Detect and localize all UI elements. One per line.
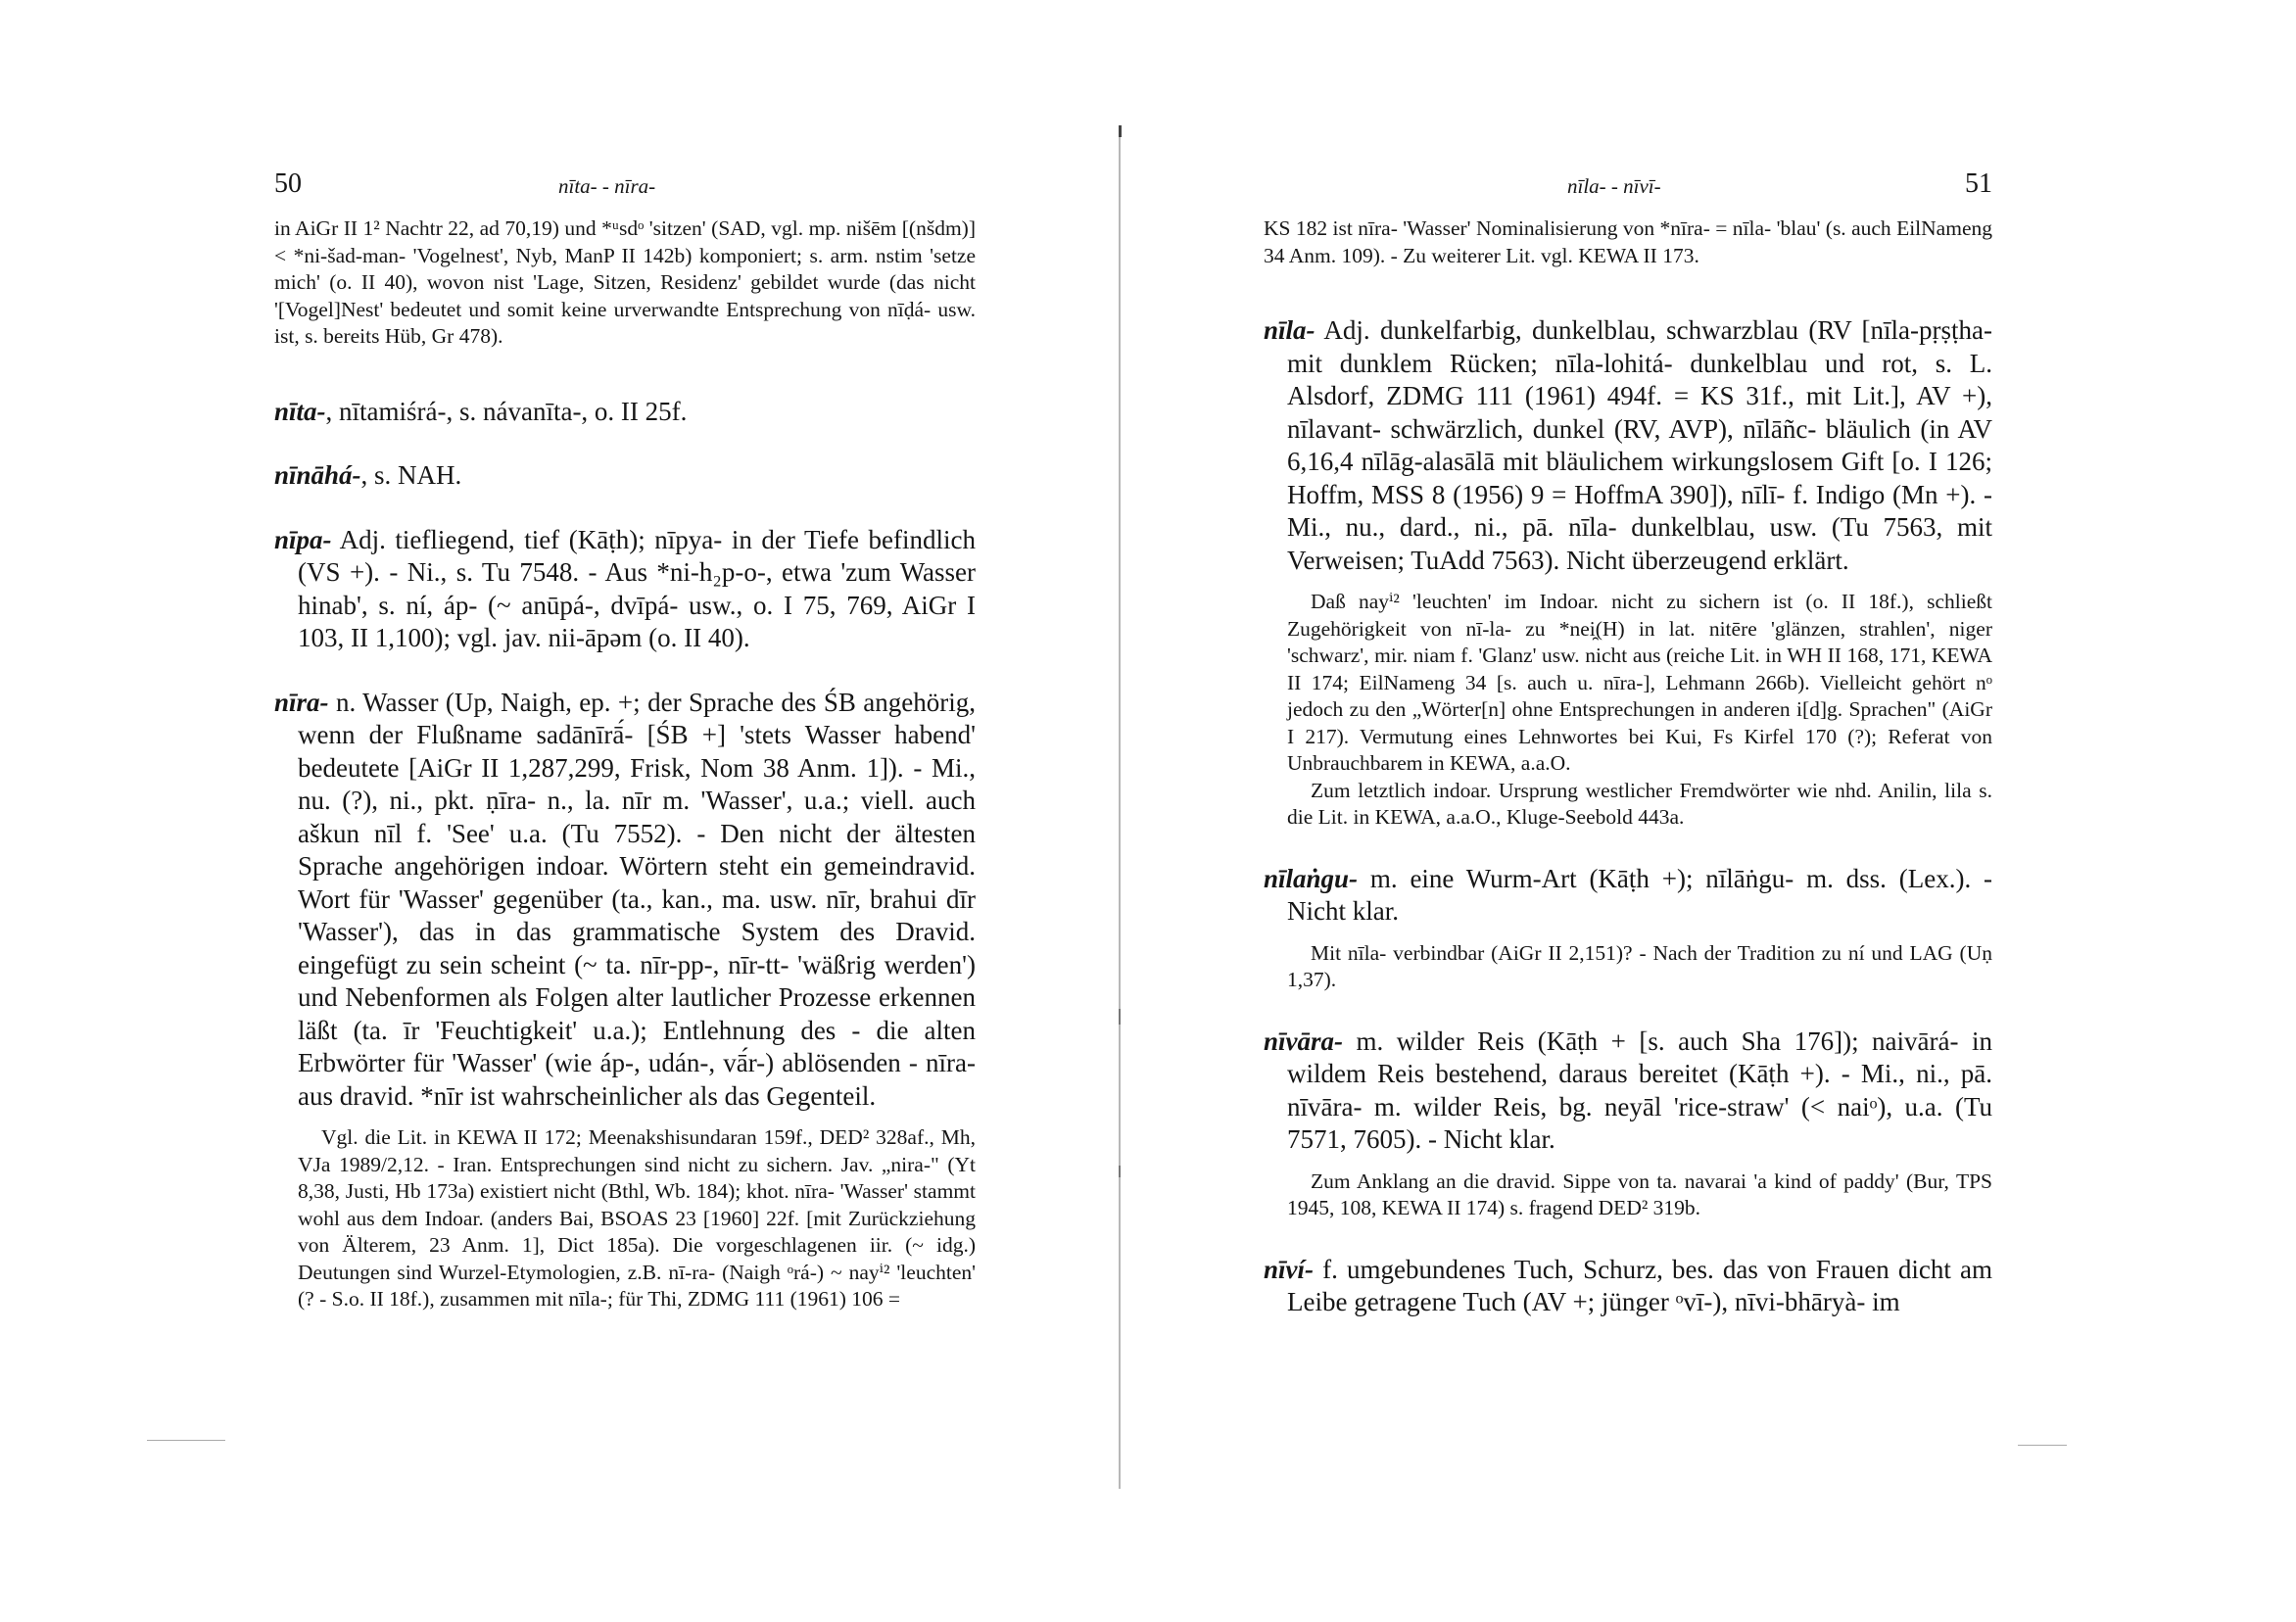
entry-nila bbox=[1264, 314, 1992, 577]
right-page-header bbox=[1264, 165, 1992, 215]
margin-mark bbox=[1119, 1166, 1121, 1177]
entry-nilangu bbox=[1264, 863, 1992, 929]
note-text: Zum letztlich indoar. Ursprung westlicher Fremdwörter wie nhd. Anilin, lila s. die Lit. in KEWA, a.a.O., Kluge-Seebold 443a. bbox=[1287, 778, 1992, 829]
lemma: nīta- bbox=[274, 396, 326, 426]
gutter-mark bbox=[1119, 125, 1122, 137]
entry-text: n. Wasser (Up, Naigh, ep. +; der Sprache des ŚB angehörig, wenn der Flußname sadānīrā́- [ŚB +] 'stets Wasser habend' bedeutete [AiGr II 1,287,299, Frisk, Nom 38 Anm. 1]). - Mi., nu. (?), ni., pkt. ṇīra- n., la. nīr m. 'Wasser', u.a.; viell. auch aškun nīl f. 'See' u.a. (Tu 7552). - Den nicht der ältesten Sprache angehörigen indoar. Wörtern steht ein gemeindravid. Wort für 'Wasser' gegenüber (ta., kan., ma. usw. nīr, brahui dīr 'Wasser'), das in das grammatische System des Dravid. eingefügt zu sein scheint (~ ta. nīr-pp-, nīr-tt- 'wäßrig werden') und Nebenformen als Folgen alter lautlicher Prozesse erkennen läßt (ta. īr 'Feuchtigkeit' u.a.); Entlehnung des - die alten Erbwörter für 'Wasser' (wie áp-, udán-, vā́r-) ablösenden - nīra- aus dravid. *nīr ist wahrscheinlicher als das Gegenteil. bbox=[298, 687, 976, 1111]
note-nira bbox=[274, 1124, 976, 1313]
note-nivara bbox=[1264, 1169, 1992, 1222]
running-head: nīta- - nīra- bbox=[558, 174, 656, 198]
running-head: nīla- - nīvī- bbox=[1567, 174, 1661, 198]
entry-nivara bbox=[1264, 1026, 1992, 1157]
note-nila bbox=[1264, 589, 1992, 832]
page-number: 51 bbox=[1965, 168, 1992, 199]
entry-text: Adj. tiefliegend, tief (Kāṭh); nīpya- in der Tiefe befindlich (VS +). - Ni., s. Tu 7548. - Aus *ni-h₂p-o-, etwa 'zum Wasser hinab', s. ní, áp- (~ anūpá-, dvīpá- usw., o. I 75, 769, AiGr I 103, II 1,100); vgl. jav. nii-āpəm (o. II 40). bbox=[298, 524, 976, 652]
note-nilangu bbox=[1264, 940, 1992, 994]
entry-text: f. umgebundenes Tuch, Schurz, bes. das von Frauen dicht am Leibe getragene Tuch (AV +; jünger ᵒvī-), nīvi-bhāryà- im bbox=[1287, 1254, 1992, 1316]
lemma: nīla- bbox=[1264, 315, 1315, 345]
left-page bbox=[274, 165, 976, 1313]
scan-smudge bbox=[2018, 1445, 2067, 1446]
entry-nira bbox=[274, 687, 976, 1114]
right-page bbox=[1264, 165, 1992, 1319]
left-page-header bbox=[274, 165, 976, 215]
note-text: Zum Anklang an die dravid. Sippe von ta. navarai 'a kind of paddy' (Bur, TPS 1945, 108, KEWA II 174) s. fragend DED² 319b. bbox=[1287, 1169, 1992, 1219]
entry-ninaha bbox=[274, 459, 976, 493]
note-text: Daß nayⁱ² 'leuchten' im Indoar. nicht zu sichern ist (o. II 18f.), schließt Zugehörigkeit von nī-la- zu *nei̯(H) in lat. nitēre 'glänzen, strahlen', niger 'schwarz', mir. niam f. 'Glanz' usw. nicht aus (reiche Lit. in WH II 168, 171, KEWA II 174; EilNameng 34 [s. auch u. nīra-], Lehmann 266b). Vielleicht gehört nᵒ jedoch zu den „Wörter[n] ohne Entsprechungen in anderen i[d]g. Sprachen" (AiGr I 217). Vermutung eines Lehnwortes bei Kui, Fs Kirfel 170 (?); Referat von Unbrauchbarem in KEWA, a.a.O. bbox=[1287, 590, 1992, 775]
lemma: nīvāra- bbox=[1264, 1026, 1343, 1056]
note-text: Mit nīla- verbindbar (AiGr II 2,151)? - Nach der Tradition zu ní und LAG (Uṇ 1,37). bbox=[1287, 940, 1992, 991]
entry-nipa bbox=[274, 524, 976, 655]
continued-paragraph: in AiGr II 1² Nachtr 22, ad 70,19) und *ᵘsdᵒ 'sitzen' (SAD, vgl. mp. nišēm [(nšdm)] < *ni-šad-man- 'Vogelnest', Nyb, ManP II 142b) komponiert; s. arm. nstim 'setze mich' (o. II 40), wovon nist 'Lage, Sitzen, Residenz' gebildet wurde (das nicht '[Vogel]Nest' bedeutet und somit keine urverwandte Entsprechung von nīḍá- usw. ist, s. bereits Hüb, Gr 478). bbox=[274, 216, 976, 348]
margin-mark bbox=[1119, 1009, 1121, 1025]
lemma: nīra- bbox=[274, 687, 329, 717]
lemma: nīpa- bbox=[274, 524, 332, 554]
entry-text: m. wilder Reis (Kāṭh + [s. auch Sha 176]); naivārá- in wildem Reis bestehend, daraus bereitet (Kāṭh +). - Mi., ni., pā. nīvāra- m. wilder Reis, bg. neyāl 'rice-straw' (< naiᵒ), u.a. (Tu 7571, 7605). - Nicht klar. bbox=[1287, 1026, 1992, 1154]
entry-text: m. eine Wurm-Art (Kāṭh +); nīlāṅgu- m. dss. (Lex.). - Nicht klar. bbox=[1287, 863, 1992, 926]
continued-paragraph: KS 182 ist nīra- 'Wasser' Nominalisierung von *nīra- = nīla- 'blau' (s. auch EilNameng 34 Anm. 109). - Zu weiterer Lit. vgl. KEWA II 173. bbox=[1264, 216, 1992, 267]
entry-nivi bbox=[1264, 1254, 1992, 1319]
entry-text: , nītamiśrá-, s. návanīta-, o. II 25f. bbox=[325, 396, 688, 426]
lemma: nīnāhá- bbox=[274, 460, 361, 490]
scan-smudge bbox=[147, 1440, 225, 1441]
entry-nita bbox=[274, 396, 976, 429]
page-number: 50 bbox=[274, 168, 302, 199]
lemma: nīlaṅgu- bbox=[1264, 863, 1359, 893]
note-text: Vgl. die Lit. in KEWA II 172; Meenakshisundaran 159f., DED² 328af., Mh, VJa 1989/2,12. - Iran. Entsprechungen sind nicht zu sichern. Jav. „nira-" (Yt 8,38, Justi, Hb 173a) existiert nicht (Bthl, Wb. 184); khot. nīra- 'Wasser' stammt wohl aus dem Indoar. (anders Bai, BSOAS 23 [1960] 22f. [mit Zurückziehung von Älterem, 23 Anm. 1], Dict 185a). Die vorgeschlagenen iir. (~ idg.) Deutungen sind Wurzel-Etymologien, z.B. nī-ra- (Naigh ᵒrá-) ~ nayⁱ² 'leuchten' (? - S.o. II 18f.), zusammen mit nīla-; für Thi, ZDMG 111 (1961) 106 = bbox=[298, 1125, 976, 1311]
entry-text: , s. NAH. bbox=[360, 460, 462, 490]
lemma: nīví- bbox=[1264, 1254, 1314, 1284]
entry-text: Adj. dunkelfarbig, dunkelblau, schwarzblau (RV [nīla-pṛṣṭha- mit dunklem Rücken; nīla-lohitá- dunkelblau und rot, s. L. Alsdorf, ZDMG 111 (1961) 494f. = KS 31f., mit Lit.], AV +), nīlavant- schwärzlich, dunkel (RV, AVP), nīlāñc- bläulich (in AV 6,16,4 nīlāg-alasālā mit bläulichem wirkungslosem Gift [o. I 126; Hoffm, MSS 8 (1956) 9 = HoffmA 390]), nīlī- f. Indigo (Mn +). - Mi., nu., dard., ni., pā. nīla- dunkelblau, usw. (Tu 7563, mit Verweisen; TuAdd 7563). Nicht überzeugend erklärt. bbox=[1287, 315, 1992, 575]
page-gutter bbox=[1119, 137, 1121, 1489]
